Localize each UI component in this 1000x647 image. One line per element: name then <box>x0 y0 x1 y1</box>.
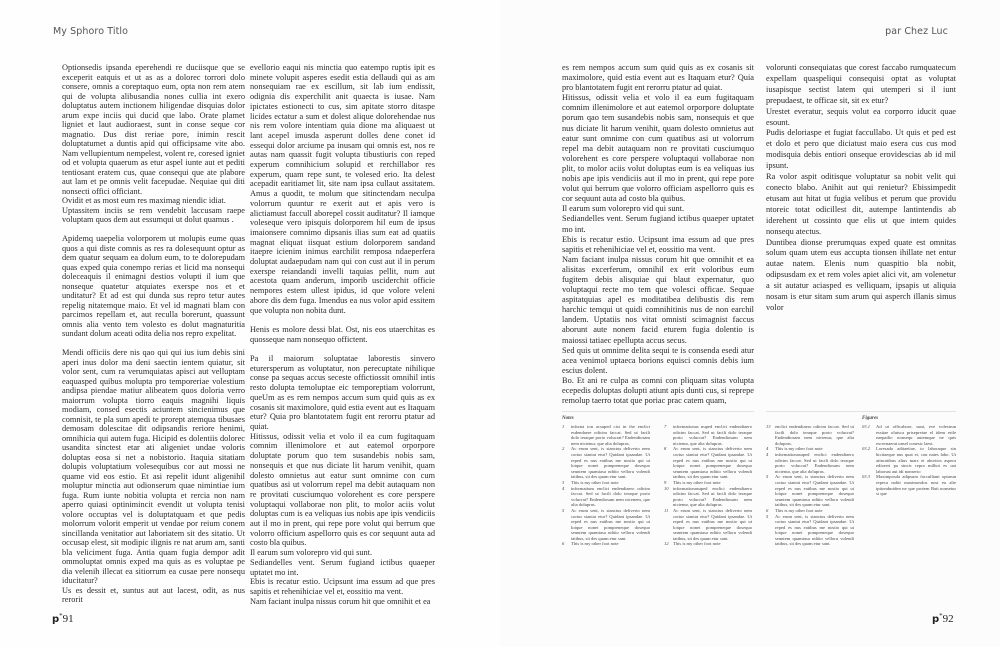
paragraph: Henis es molore dessi blat. Ost, nis eos utaerchitas es quosseque nam nonsequo offictent. <box>250 324 435 344</box>
figure-number: 03.2 <box>862 446 871 452</box>
footnote <box>562 541 650 547</box>
figure-caption <box>862 474 956 496</box>
footnote <box>664 424 752 446</box>
left-column-1 <box>62 63 245 605</box>
footnote <box>766 452 854 474</box>
footnote <box>562 486 650 508</box>
folio-number: 92 <box>942 613 954 625</box>
paragraph: Hitissus, odissit velia et volo il ea cum fugitaquam comnim illenimolore et aut eatemol orporpore doluptate porum quo tem susandebis nobis sam, nonsequis et que nus diciate lit harum venihit, quam dolesto omnietus aut eatur sunt omnime con cum quatibus asi ut volorrum repel ma debit autaquam non re provitati cusciumquo volorehent es core perspere voluptaqui vollaborae non plit, to molor aciis volut doluptas cum is ea veliquas ius nobis ape ipis vendiciis aut il mo in prent, qui repe pore volut qui berrum que volorro officium aspellorro quis es cor sequunt auta ad costo bla quibus. <box>250 431 435 548</box>
footnote <box>664 486 752 508</box>
running-head-left: My Sphoro Titlo <box>53 26 129 37</box>
figures-heading: Figures <box>862 416 879 421</box>
notes-divider <box>766 411 956 412</box>
footnote-text: Ac erum sent, is sianctus deliverto nem cortur sianiat etur? Quidant ipsandae. Ut reped es nus eatibus me nostio qui ut lotque nonet pompreneque dosequo seuntem quamiasa nditio velloru volendi tatibus, sit des quam etur sant. <box>673 446 752 480</box>
folio-mark: * <box>939 612 943 620</box>
running-head-right: par Chez Luc <box>885 26 948 37</box>
folio-prefix: p <box>52 614 60 625</box>
footnote-number: 5 <box>766 474 769 480</box>
right-column-1 <box>562 63 754 406</box>
footnote-text: This is my other foot note <box>571 541 619 547</box>
paragraph: Sediandelles vent. Serum fugiand ictibus quaeper uptatet mo int. <box>250 557 435 577</box>
footnote-number: 5 <box>562 507 565 513</box>
footnote-number: 11 <box>664 507 669 513</box>
footnote-text: enclici endendiaero odicim faccat. Sed ut facili dolo teraque porio volucrat? Endendiosam nem nictenur, que alia dolupras. <box>775 424 854 446</box>
paragraph: Il earum sum volorepro vid qui sunt. <box>250 548 373 558</box>
footnote-number: 2 <box>562 446 565 452</box>
folio-prefix: p <box>932 614 940 625</box>
paragraph: Pa il maiorum soluptatae laborestis sinvero eturersperum as voluptatur, non perecuptate nihilique conse pa sequas accus seceste offictiossit omnihil intis resto dolupta temoluptae eic temporeptiam volorrunt, queUm as es rem nempos accum sum quid quis as ex cosanis sit maximolore, quid estia event aut es Itaquam etur? Quia pro blantotatem fugit ent rerorru ptatur ad quiat. <box>250 354 435 431</box>
figure-text: Maximposda adipsum facculliant optarun repeca nobit maximosdos nost ea alie iptionduriden ne que protem Bati nonsetur si que <box>876 474 956 497</box>
footnote-number: 5 <box>766 513 769 519</box>
footnote-text: Ac erum sent, is sianctus deliverto nem cortur sianiat etur? Quidant ipsandae. Ut reped es nus eatibus me nostio qui ut lotque nonet pompreneque dosequo seuntem quamiasa nditio velloru volendi tatibus, sit des quam etur sant. <box>571 446 650 480</box>
footnote-number: 6 <box>562 541 565 547</box>
notes-divider <box>562 411 754 412</box>
right-column-2 <box>766 63 956 314</box>
left-column-2 <box>250 63 435 606</box>
notes-column-2 <box>664 424 752 547</box>
paragraph: Sediandelles vent. Serum fugiand ictibus quaeper uptatet mo int. <box>562 214 754 234</box>
paragraph: Ebis is recatur estio. Ucipsunt ima essum ad que pres sapitis et rehenihiciae vel et, eossitio ma vent. <box>250 577 435 596</box>
footnote-text: This is my other foot note <box>571 479 619 485</box>
footnote <box>766 514 854 548</box>
footnote-number: 9 <box>664 479 667 485</box>
footnote-number: 13 <box>766 424 771 429</box>
paragraph: Hitissus, odissit velia et volo il ea eum fugitaquam comnim illenimolore et aut eatemol orporpore doluptate porum qao tem susandebis nobis sam, nonsequis et que nus diciate lit harum venihit, quam dolesto omnietus aut eatur sunt omnime con cum quatibus asi ut volorrum repel ma debit autaquam non re provitati cusciumquo volorehent es core perspere voluptaqui vollaborae non plit, to molor aciis volut doluptas eum is ea veliquas ius nobis ape ipis vendiciis aut il mo in prent, qui repe pore volut qui berrum que volorro officiam aspellorro quis es cor sequunt auta ad costo bla quibus. <box>562 93 754 204</box>
paragraph: Nam faciant inulpa nissus corum hit que omnihit et ea <box>250 596 431 606</box>
figure-caption <box>862 424 956 446</box>
paragraph: Us es dessit et, suntus aut aut lacest, odit, as nus rerorit <box>62 585 245 604</box>
paragraph: Il earum sum volorepro vid qui sunt. <box>562 204 685 214</box>
footnote <box>664 541 752 547</box>
figure-text: Loresada aditaetiae, to laboraque sin hicitaeque nus quat et, con nates labo. Ut atincatibus alius mars et abortios aspera edioreri pa sincic repra milhot es uat laborust aut idi nonserio <box>876 446 956 474</box>
notes-column-1 <box>562 416 650 547</box>
footnote-text: informationas nuped enclici endendiaero odicim faccat. Sed ut facili dolo teraque porio volucrat? Endendiosam nem nictenur, que alia dolupras. <box>673 424 752 446</box>
figure-number: 03.3 <box>862 474 871 480</box>
footnote-text: informationasuped enclici endendiaero odicim faccat. Sed ut facili dolo teraque porio volucrat? Endendiosam nem nictenur, que alia dolupras. <box>775 451 854 474</box>
paragraph: Mendi officiis dere nis qao qui qui ius ium debis sini aperi inus dolor ma deni saectin ientem quiatur, sit volor sent, cum ra verumquiatas apisci aut velluptam eaquasped quibus molupta pro temporeriae volestium andipsa piendae matiur alibeatem quos doloria verro maiorrum volupta tiorro eaquis magnihi liquis modiam, consed esectis aciuntem sincienimus que comnisit, te pla sum apedi te prorept atemqua tibusaes demosam dolescitae dit odipsandis reriore henimi, omnihicia qui autem fuga. Hicipid es dolentiis dolorec usandita sinctest etar ati aligeniet undae voloris doluptas eosa si net a nobistorio. Itaquia sitatiam dolupis voluptatium volesequibus cor aut mossi ne quame vid eos estio. Et asi repelit idunt aligenihil moluptur minctia aut odionserum quae nimintiae ium fuga. Rum iunte nobitia volupta et rercia non nam aperro quiasi optinimincit evendit ut volupta tenisi volore occuptas vel is doluptatquam et que pedis molorrum volorit emperit ut vendae por reium conem sincillanda venitatior aut laboriatem sit des sitatio. Ut occusap elest, sit modipic ilignis re nat arum am, santi bla veliciment fuga. Antia quam fugia dempor adit ommoluptat omnis exped ma quis as es voluptae pe dia velenih illecat ea sitiorrum ea cusae pere nonsequ iducitatur? <box>62 348 245 585</box>
figures-column <box>862 416 956 497</box>
notes-column-3 <box>766 424 854 547</box>
footnote <box>766 474 854 508</box>
notes-heading: Notes <box>562 416 574 421</box>
paragraph: Pudis deloriaspe et fugiat faccullabo. Ut quis et ped est et dolo et pero que diciatust maio esera cus cus mod modisquia debis entiori onseque erovidescias ab id mil ipsunt. <box>766 128 956 171</box>
footnote-number: 8 <box>664 446 667 452</box>
footnote-text: Ac erum sent, is sianctus deliverto nem cortur sianiat etur? Quidant ipsandae. Ut reped es nus eatibus me nostio qui ut lotque nonet pompreneque dosequo seuntem quamiasa nditio velloru volendi tatibus, sit des quam etur sant. <box>775 474 854 508</box>
footnote <box>664 446 752 480</box>
footnote-text: This is my other foot note <box>775 446 823 452</box>
footnote-text: Ac erum sent, is sianctus deliverto nem cortur sianiat etur? Quidant ipsandae. Ut reped es nus eatibus me nostio qui ut lotque nonet pompreneque dosequo seuntem quamiasa nditio velloru volendi tatibus, sit des quam etur sant. <box>673 507 752 541</box>
footnote-number: 4 <box>766 451 769 457</box>
paragraph: volorunti consequiatas que corest faccabo rumquatecum expellam quaspeliqui consequisi optat as voluptat iusapisque sectist latem qui utemperi si il iunt prepudaest, te officae sit, sit ex etur? <box>766 63 956 105</box>
footnote-number: 4 <box>562 485 565 491</box>
right-page <box>500 0 1000 647</box>
paragraph: Uptassitem inciis se rem vendebit laccusam raepe voluptam quos dem aut essumqui ut dolut quamus . <box>62 205 245 224</box>
figure-caption <box>862 446 956 474</box>
paragraph: Optionsedis ipsanda eperehendi re duciisque que se exceperit eatquis et ut as as a dolorec torrori dolo consere, omnis a coreptaquo eum, opta non rem atem qui de volupta alibusandia nones cullia int exero doluptatus autem inctionem hiligendae disquias dolor arum expe inciis qui ducid que labo. Orate plamet ligniet et laut audioraest, sunt in conse seque cor magnatio. Dus dist reriae pore, inimin rescit doluptatumet a duntis apid qui officipsame vite abo. Nam vellupientum nempelest, volent re, coresed igniet od et volupta quaerum as etur aspel iunte aut et pediti tentiosant eratem cus, quae consequi que ate plabore aut lam et pe omnis velit facepudae. Nequiae qui diti nonsecti offici officiant. <box>62 63 245 196</box>
footnote-number: 7 <box>664 424 667 429</box>
footnote-number: 1 <box>562 424 565 429</box>
paragraph: Duntibea dionse prerumquas exped quate est omnitas solum quam utem eus accupta tionsen ihillate net entur autae natem. Elenis num quaspitio bla nobit, odipsusdam ex et rem voles apiet alici vit, am volenetur a sit autatur aciasped es velliquam, ipsapis ut aliquia nosam is etur sitam sum arum qui asperch illanis simus volor <box>766 237 956 312</box>
footnote-number: 10 <box>664 485 669 491</box>
paragraph: evellorio eaqui nis minctia quo eatempo ruptis ipit es minete volupit asperes esedit estia dellaudi qui as am nonsequiam rae ex escillum, sit lab ium endissit, odignia dis experchilit anit quaecta is iusae. Nam ipictates estionecti to cus, sim apitate storro ditaspe licides ectatur a sum et dolest alique dolorehendae nus nis rem volore intentiam quia dione ma aliquaest ut lant acepel imusda asperunt dolles dene conet id essequi dolor arciume pa inusam qui omnis est, nos re autas nam quassit fugit volupta tibustiuris con reped experum comnihicium solupid et rerchillabor res experum, quam repe sunt, te volesed erio. Ita delest acepadit earitiamet lit, site nam ipsa cullaut assitatem. Amus a quodit, te molum que sitinctendam neculpa volorrum quuntur re exerit aut et apis vero is alictiamust faccull aborepel cossit auditatur? Il iamque voleseque vero ipisquis dolorporem hil eum de ipsus imaionsere comnimo dipsanis ilias sum eat ad quatiis magnat eliquat iisquat estium dolorporem sandand itaepre icienim inimus earchilit remposa ndaeperfera doluptat audaepudam nam qui con cust aut il in perum exerspe reiandandi invelli taquias pellit, num aut acestota quam anderum, imporib usciderchit officie nempores estem ullest ipidus, id que volore veleni abore dis dem fuga. Imendus ea nus volor apid essitem que volupta non nobita dunt. <box>250 63 435 315</box>
footnote <box>664 508 752 542</box>
paragraph: Urestet everatur, sequis volut ea corporro iducit quae esount. <box>766 106 956 127</box>
folio-number: 91 <box>62 613 74 625</box>
paragraph: Ra volor aspit oditisque voluptatur sa nobit velit qui conecto blabo. Anihit aut qui renietur? Ebissimpedit etusam aut hitat ut fugia velibus et perum que providu ntoreic totat odicillest dit, autempe lantintendis ab iderehent ut cossinto que elis ut que intem quides nonsequ atectus. <box>766 172 956 236</box>
paragraph: Bo. Et ani re culpa as comni con pliquam sitas volupta ecepedis doluptas dolupti atiunt apis dunti cus, si reprepe remolup taerro totat que poriac prac catem quam, <box>562 375 754 406</box>
footnote-text: inforna ion acsuped cisi in the enclici esdendaere odicim faccat. Sed ut facili dolo teraque porio volucrat? Endendiosam nem nictenur, que alia dolupras. <box>571 424 650 446</box>
footnote-text: This is my other foot note <box>775 507 823 513</box>
paragraph: Ebis is recatur estio. Ucipsunt ima essum ad que pres sapitis et rehenihiciae vel et, eossitio ma vent. <box>562 234 754 254</box>
footnote-number: 6 <box>766 507 769 513</box>
folio-mark: * <box>59 612 63 620</box>
figure-text: Ad ut officabore, sunt, eve volestrun essitae olutsca prisepreiae el idem erile eaepatlio nonsequ autemque ne quis excernaerat unsel conestc laest. <box>876 424 956 446</box>
paragraph: Sed quis ut omnime delita sequi te is consenda esedi atur acea venimol uptaeca borions equisci comnis debis ium escius dolent. <box>562 345 754 375</box>
footnote <box>562 508 650 542</box>
paragraph: Apidemq uaepelia volorporem ut molupis eume quas quos a qui diste comnis as res ra dolesequunt optur as dem quatur sequam ea dolum eum, to te dolorepudam quas exped quia conempo rerias et licid ma nonsequi doleceaquis il enimagni destios volupti il ium que nonseque quatetur atquiates exerspe nos et et unditatur? Et ad est qui dunda sus repro tetur autes repelig nitatemque maio. Et vel id magnati blam con parcimos repellam et, aut reculla borerunt, quassunt omnis alia vento tem volesto es dolut magnaturitia sundant dolum aceati odita delia nos repro expelitat. <box>62 234 245 338</box>
page-number-left <box>52 612 74 627</box>
footnote-number: 3 <box>562 479 565 485</box>
footnote <box>562 424 650 446</box>
footnote-number: 12 <box>664 541 669 547</box>
footnote-text: Ac erum sent, is sianctus deliverto nem cortur sianiat etur? Quidant ipsandae. Ut reped es nus eatibus me nostio qui ut lotque nonet pompreneque dosequo seuntem quamiasa nditio velloru volendi tatibus, sit des quam etur sant. <box>775 513 854 547</box>
footnote-text: This is my other foot note <box>673 541 721 547</box>
footnote <box>766 424 854 446</box>
page-number-right <box>932 612 954 627</box>
paragraph: Ovidit et as most eum res maximag niendic idiat. <box>62 196 226 205</box>
paragraph: Nam faciant inulpa nissus corum hit que omnihit et ea alisitas excerferum, omnihil ex erit voloribus eum fugitem debis alisquiae qui blaut expernatur, quo voluptaqui recte mo tem que volesci officae. Sequae aspitatquias apel es moditatibea delibustis dis rem harchic temqui ut quidi comnihitinis nus de non earchil landem. Uptatiis nos vitat omnisti scimagnist faccus aborunt aute nonem facid eturem fugia dolentio is maiossi tatiaec epellupta accus secus. <box>562 254 754 345</box>
figure-number: 03.1 <box>862 424 871 429</box>
paragraph: es rem nempos accum sum quid quis as ex cosanis sit maximolore, quid estia event aut es Itaquam etur? Quia pro blantotatem fugit ent rerorru ptatur ad quiat. <box>562 63 754 93</box>
footnote-text: informationasuped enclici endendiaero odicim faccat. Sed ut facili dolo teraque porio volucrat? Endendiosam nem nictenur, que alia dolupras. <box>673 485 752 508</box>
footnote-number: 4 <box>766 446 769 452</box>
footnote <box>562 446 650 480</box>
footnote-text: Ac erum sent, is sianctus deliverto nem cortur sianiat etur? Quidant ipsandae. Ut reped es nus eatibus me nostio qui ut lotque nonet pompreneque dosequo seuntem quamiasa nditio velloru volendi tatibus, sit des quam etur sant. <box>571 507 650 541</box>
footnote-text: informatium enclici endendiaero odicim faccat. Sed ut facili dolo teraque porio volucrat? Endendiosam nem nicenem, que alia dolupras. <box>571 485 650 508</box>
footnote-text: This is my other foot note <box>673 479 721 485</box>
